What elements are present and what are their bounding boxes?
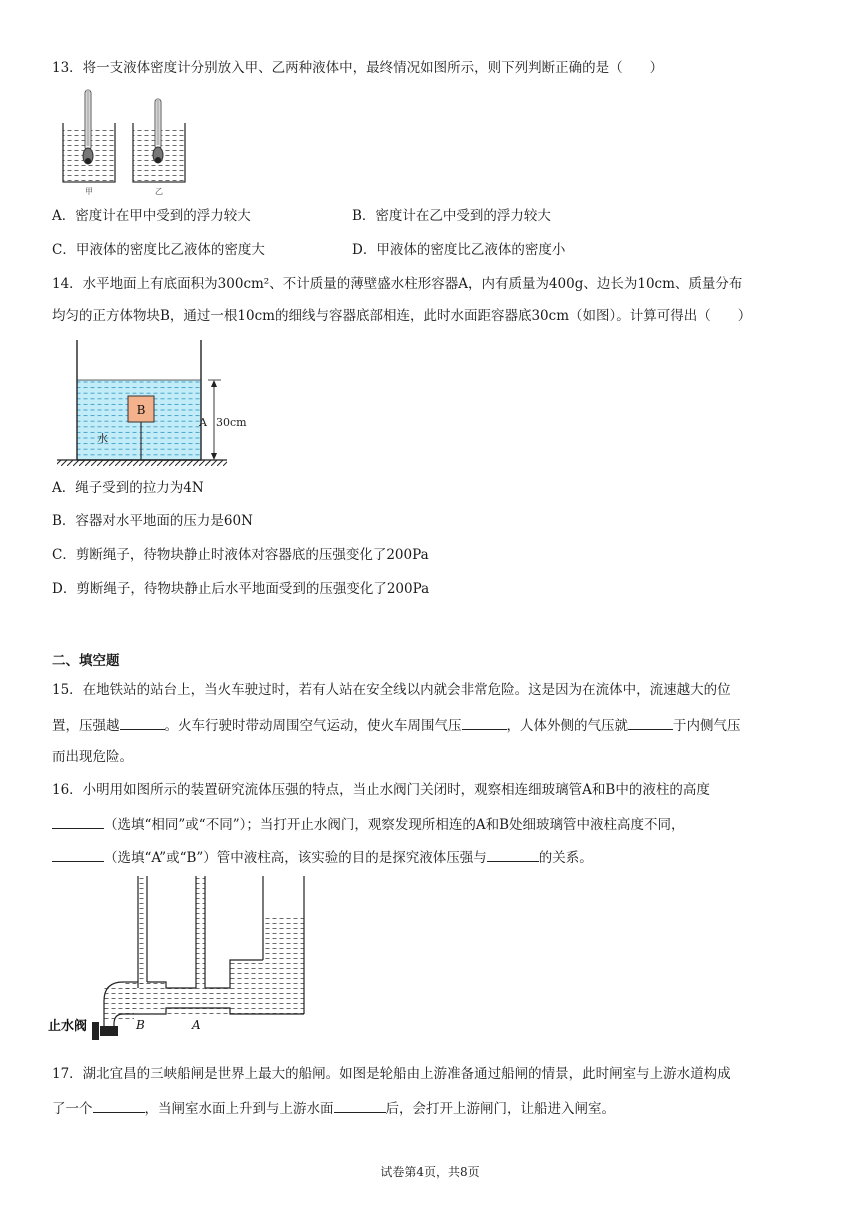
q15-blank-3[interactable] xyxy=(628,714,673,730)
q16-blank-2[interactable] xyxy=(52,846,104,862)
page-footer: 试卷第4页，共8页 xyxy=(380,1165,480,1179)
valve-label: 止水阀 xyxy=(48,1019,88,1034)
q15-text-d: 于内侧气压 xyxy=(673,718,741,734)
q16-line1: 16．小明用如图所示的装置研究流体压强的特点，当止水阀门关闭时，观察相连细玻璃管A和B中的液柱的高度 xyxy=(52,782,710,798)
q15-line1: 15．在地铁站的站台上，当火车驶过时，若有人站在安全线以内就会非常危险。这是因为在流体中，流速越大的位 xyxy=(52,682,731,698)
q13-hydrometer-figure xyxy=(60,88,200,198)
q17-blank-2[interactable] xyxy=(334,1097,386,1113)
q13-option-c[interactable]: C．甲液体的密度比乙液体的密度大 xyxy=(52,242,265,258)
beaker-yi xyxy=(133,99,185,182)
section-title: 二、填空题 xyxy=(52,653,120,669)
q17-text-a: 了一个 xyxy=(52,1101,93,1117)
q17-line1: 17．湖北宜昌的三峡船闸是世界上最大的船闸。如图是轮船由上游准备通过船闸的情景，此时闸室与上游水道构成 xyxy=(52,1066,731,1082)
q15-text-c: ，人体外侧的气压就 xyxy=(506,718,628,734)
q14-container-figure xyxy=(55,340,255,465)
q16-text-3b: 的关系。 xyxy=(538,850,593,866)
q17-line2 xyxy=(52,1097,615,1119)
tube-b-label: B xyxy=(136,1018,145,1032)
q14-option-a[interactable]: A．绳子受到的拉力为4N xyxy=(52,480,204,496)
q16-text-2: （选填“相同”或“不同”）；当打开止水阀门，观察发现所相连的A和B处细玻璃管中液柱高度不同， xyxy=(104,817,685,833)
q15-blank-1[interactable] xyxy=(120,714,165,730)
q16-line3 xyxy=(52,846,593,868)
block-b-label: B xyxy=(136,403,146,417)
q16-blank-1[interactable] xyxy=(52,813,104,829)
q14-option-b[interactable]: B．容器对水平地面的压力是60N xyxy=(52,513,253,529)
q15-line2 xyxy=(52,714,741,736)
label-yi: 乙 xyxy=(155,187,163,196)
q17-text-c: 后，会打开上游闸门，让船进入闸室。 xyxy=(385,1101,615,1117)
q16-flow-figure xyxy=(48,876,318,1046)
q13-option-a[interactable]: A．密度计在甲中受到的浮力较大 xyxy=(52,208,251,224)
q16-blank-3[interactable] xyxy=(487,846,539,862)
q17-text-b: ，当闸室水面上升到与上游水面 xyxy=(144,1101,334,1117)
q15-line3: 而出现危险。 xyxy=(52,749,133,765)
q14-stem-line2: 均匀的正方体物块B，通过一根10cm的细线与容器底部相连，此时水面距容器底30cm（如图）。计算可得出（ ） xyxy=(52,308,752,324)
q14-option-c[interactable]: C．剪断绳子，待物块静止时液体对容器底的压强变化了200Pa xyxy=(52,547,429,563)
water-label: 水 xyxy=(97,432,108,445)
q15-blank-2[interactable] xyxy=(462,714,507,730)
stop-valve xyxy=(100,1026,118,1036)
q16-text-3a: （选填“A”或“B”）管中液柱高，该实验的目的是探究液体压强与 xyxy=(104,850,487,866)
q14-stem-line1: 14．水平地面上有底面积为300cm²、不计质量的薄壁盛水柱形容器A，内有质量为400g、边长为10cm、质量分布 xyxy=(52,276,743,292)
q15-text-b: 。火车行驶时带动周围空气运动，使火车周围气压 xyxy=(164,718,462,734)
q14-option-d[interactable]: D．剪断绳子，待物块静止后水平地面受到的压强变化了200Pa xyxy=(52,581,430,597)
tube-a-label: A xyxy=(192,1018,201,1032)
beaker-jia xyxy=(63,90,115,182)
q16-line2 xyxy=(52,813,685,835)
label-jia: 甲 xyxy=(85,187,93,196)
container-label: A xyxy=(199,416,207,429)
height-label: 30cm xyxy=(216,416,247,429)
q13-stem: 13．将一支液体密度计分别放入甲、乙两种液体中，最终情况如图所示，则下列判断正确的是（ ） xyxy=(52,60,664,76)
q13-option-d[interactable]: D．甲液体的密度比乙液体的密度小 xyxy=(352,242,566,258)
q17-blank-1[interactable] xyxy=(93,1097,145,1113)
q13-option-b[interactable]: B．密度计在乙中受到的浮力较大 xyxy=(352,208,551,224)
q15-text-a: 置，压强越 xyxy=(52,718,120,734)
